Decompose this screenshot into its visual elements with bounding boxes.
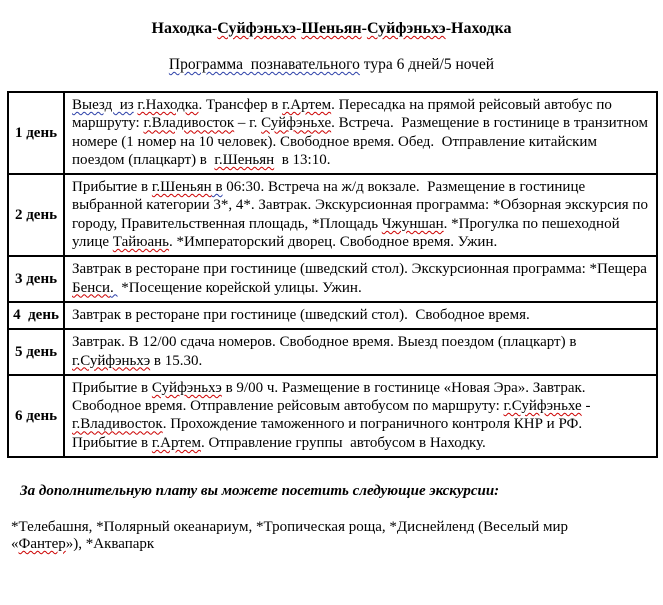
text-segment: . *Прогулка по пешеходной улице — [72, 215, 624, 251]
day-label-cell: 3 день — [8, 256, 64, 302]
spellcheck-red-underline: Чжуншан — [381, 215, 444, 232]
spellcheck-blue-underline: Выезд из — [72, 97, 134, 113]
day-description-cell — [64, 329, 657, 375]
table-row — [8, 256, 657, 302]
text-segment: в 13:10. — [274, 151, 331, 168]
text-segment: . *Императорский дворец. Свободное время. Ужин. — [169, 234, 498, 251]
spellcheck-red-underline: г.Суйфэньхе — [503, 398, 582, 415]
spellcheck-red-underline: Суйфэньхэ — [151, 379, 222, 396]
excursions-list — [11, 519, 631, 553]
table-row — [8, 174, 657, 256]
text-segment: - — [296, 20, 302, 37]
day-label-cell: 1 день — [8, 92, 64, 174]
spellcheck-red-underline: г.Владивосток — [72, 416, 163, 433]
text-segment: -Находка — [445, 20, 512, 37]
text-segment: *Посещение корейской улицы. Ужин. — [117, 279, 362, 296]
spellcheck-red-underline: Тайюань — [112, 234, 170, 251]
spellcheck-blue-underline: в — [211, 179, 223, 196]
day-label-cell: 2 день — [8, 174, 64, 256]
day-label-cell: 4 день — [8, 302, 64, 329]
spellcheck-red-underline: г.Суйфэньхэ — [72, 352, 151, 369]
text-segment: . Отправление группы автобусом в Находку. — [200, 434, 486, 451]
text-segment: в 15.30. — [150, 352, 203, 369]
day-description-cell — [64, 92, 657, 174]
page-subtitle — [0, 56, 663, 74]
text-segment: 06:30. Встреча на ж/д вокзале. Размещение в гостинице выбранной категории 3*, 4*. Завтрак. Экскурсионная программа: *Обзорная экскурсия по городу, Правительственная площадь, *Площадь — [72, 179, 652, 232]
text-segment: Завтрак в ресторане при гостинице (шведский стол). Свободное время. — [72, 306, 530, 323]
day-description-cell — [64, 375, 657, 457]
tour-table-body — [8, 92, 657, 457]
text-segment: Прибытие в — [72, 379, 152, 396]
text-segment: . Пересадка на прямой рейсовый автобус по маршруту: — [72, 97, 616, 132]
table-row — [8, 329, 657, 375]
additional-excursions-note: За дополнительную плату вы можете посетить следующие экскурсии: — [20, 483, 500, 500]
text-segment: - — [581, 398, 595, 415]
spellcheck-red-underline: г.Владивосток — [143, 115, 235, 132]
spellcheck-red-underline: г.Шеньян — [151, 179, 212, 196]
spellcheck-red-underline: г.Находка — [137, 97, 199, 113]
spellcheck-blue-underline: Программа познавательного — [168, 56, 360, 73]
day-description-cell — [64, 256, 657, 302]
spellcheck-red-underline: Шеньян — [301, 20, 362, 37]
text-segment: тура 6 дней/5 ночей — [359, 56, 495, 73]
text-segment: . Встреча. Размещение в гостинице в транзитном номере (1 номер на 10 человек). Свободное время. Обед. Отправление китайским поездом (плацкарт) в — [72, 115, 652, 168]
text-segment: Завтрак в ресторане при гостинице (шведский стол). Экскурсионная программа: *Пещера — [72, 261, 651, 278]
spellcheck-red-underline: Суйфэньхэ — [366, 20, 446, 37]
spellcheck-red-underline: Фантер — [18, 536, 66, 553]
day-label-cell: 6 день — [8, 375, 64, 457]
text-segment: »), *Аквапарк — [65, 536, 155, 553]
spellcheck-red-underline: г.Артем — [282, 97, 332, 113]
day-description-cell — [64, 174, 657, 256]
text-segment: *Телебашня, *Полярный океанариум, *Тропическая роща, *Диснейленд (Веселый мир « — [11, 519, 572, 553]
spellcheck-red-underline: г.Шеньян — [214, 151, 275, 168]
day-label-cell: 5 день — [8, 329, 64, 375]
spellcheck-red-underline: Бенси — [72, 279, 110, 296]
spellcheck-blue-underline: . — [109, 279, 118, 296]
text-segment: . Трансфер в — [198, 97, 283, 113]
text-segment: Завтрак. В 12/00 сдача номеров. Свободное время. Выезд поездом (плацкарт) в — [72, 334, 581, 351]
text-segment: – г. — [234, 115, 262, 132]
text-segment: Прибытие в — [72, 179, 152, 196]
text-segment: в 9/00 ч. Размещение в гостинице «Новая Эра». Завтрак. Свободное время. Отправление рейсовым автобусом по маршруту: — [72, 379, 590, 415]
page-title — [0, 20, 663, 38]
spellcheck-red-underline: Суйфэньхэ — [217, 20, 297, 37]
day-description-cell — [64, 302, 657, 329]
tour-program-table — [7, 91, 658, 458]
document-page — [0, 20, 663, 605]
table-row — [8, 92, 657, 174]
text-segment: . Прохождение таможенного и пограничного контроля КНР и РФ. Прибытие в — [72, 416, 586, 451]
table-row — [8, 302, 657, 329]
table-row — [8, 375, 657, 457]
text-segment: - — [361, 20, 367, 37]
text-segment: Находка- — [151, 20, 218, 37]
spellcheck-red-underline: Суйфэньхе — [261, 115, 332, 132]
spellcheck-red-underline: г.Артем — [151, 434, 201, 451]
